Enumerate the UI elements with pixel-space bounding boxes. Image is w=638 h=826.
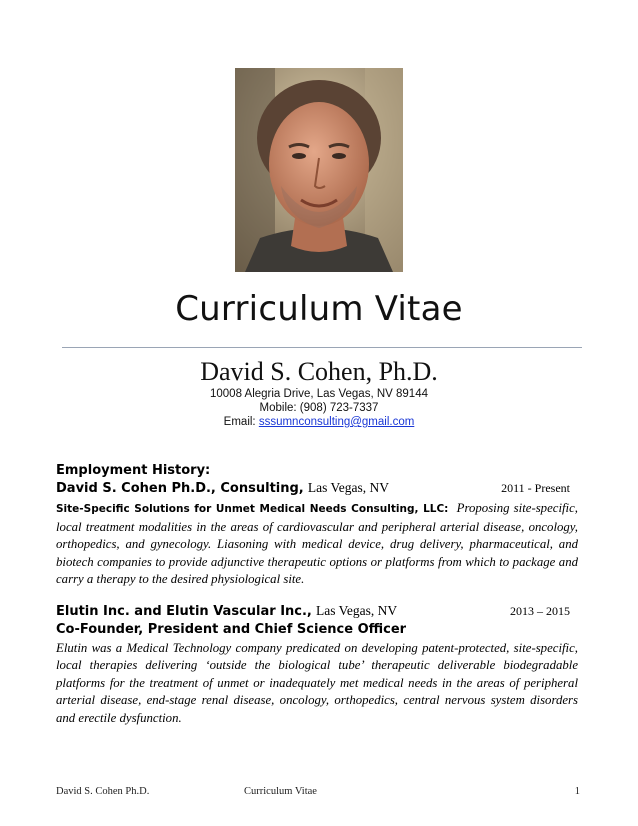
job-company: Elutin Inc. and Elutin Vascular Inc.,: [56, 603, 312, 619]
job-dates: 2011 - Present: [501, 481, 570, 495]
mobile-phone: Mobile: (908) 723-7337: [259, 402, 379, 414]
job-entry: [56, 602, 578, 728]
job-description-text: Proposing site-specific, local treatment modalities in the areas of cardiovascular and peripheral arterial disease, oncology, orthopedics, and gynecology. Liasoning with medical device, drug delivery, pharmaceutical, and biotech companies to provide adjunctive therapeutic options or platforms from which to package and carry a therapy to the desired physiological site.: [56, 501, 578, 586]
person-name: David S. Cohen, Ph.D.: [200, 357, 438, 386]
profile-photo: [235, 68, 403, 272]
footer-author: David S. Cohen Ph.D.: [56, 786, 150, 797]
email-link[interactable]: sssumnconsulting@gmail.com: [258, 416, 415, 428]
job-header: [56, 602, 578, 621]
job-company: David S. Cohen Ph.D., Consulting,: [56, 481, 304, 496]
job-role: Co-Founder, President and Chief Science Officer: [56, 621, 407, 637]
job-entry: [56, 479, 578, 589]
employment-section: [56, 462, 578, 727]
job-lead: Site-Specific Solutions for Unmet Medical Needs Consulting, LLC:: [56, 503, 449, 515]
job-description: [56, 500, 578, 589]
cv-title: Curriculum Vitae: [175, 289, 463, 329]
job-description: Elutin was a Medical Technology company predicated on developing patent-protected, site-specific, local therapies delivering ‘outside the biological tube’ therapeutic deliverable biodegradable platforms for the treatment of unmet or inadequately met medical needs in the areas of peripheral arterial disease, end-stage renal disease, oncology, orthopedics, central nervous system disorders and erectile dysfunction.: [56, 640, 578, 725]
job-dates: 2013 – 2015: [510, 603, 570, 618]
footer-title: Curriculum Vitae: [244, 786, 317, 797]
job-location: Las Vegas, NV: [307, 480, 390, 495]
email-line: [0, 416, 638, 428]
job-header: [56, 479, 578, 498]
title-divider: [62, 347, 582, 348]
job-location: Las Vegas, NV: [316, 602, 398, 618]
employment-heading: Employment History:: [56, 463, 211, 478]
address: 10008 Alegria Drive, Las Vegas, NV 89144: [209, 388, 428, 400]
page-number: 1: [574, 786, 580, 797]
email-label: Email:: [223, 416, 256, 428]
